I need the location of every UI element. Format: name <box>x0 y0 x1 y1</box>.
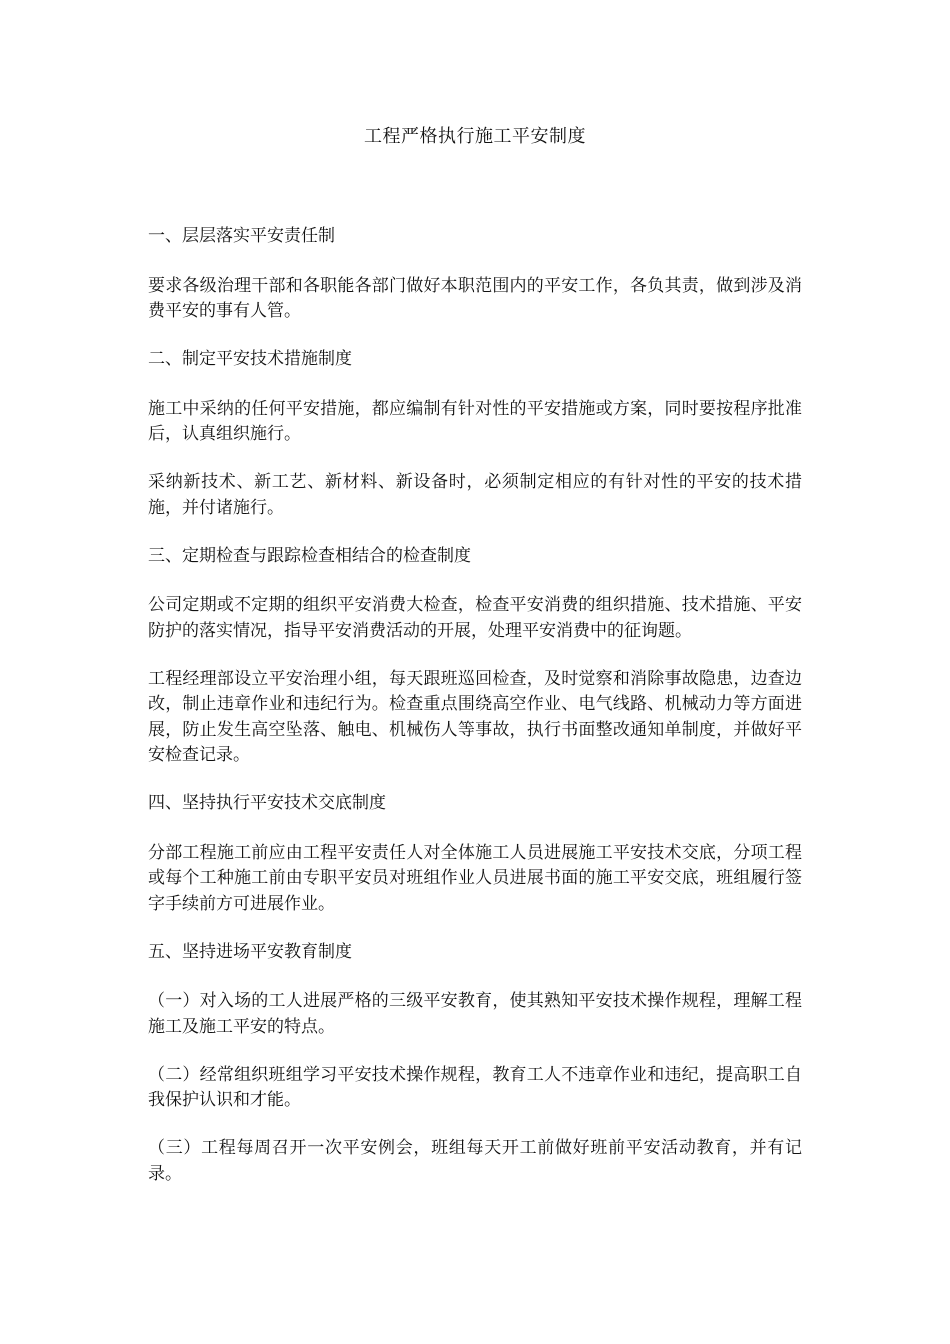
paragraph: 要求各级治理干部和各职能各部门做好本职范围内的平安工作，各负其责，做到涉及消费平安的事有人管。 <box>148 275 802 321</box>
paragraph: 工程经理部设立平安治理小组，每天跟班巡回检查，及时觉察和消除事故隐患，边查边改，制止违章作业和违纪行为。检查重点围绕高空作业、电气线路、机械动力等方面进展，防止发生高空坠落、触电、机械伤人等事故，执行书面整改通知单制度，并做好平安检查记录。 <box>148 668 802 765</box>
paragraph: （一）对入场的工人进展严格的三级平安教育，使其熟知平安技术操作规程，理解工程施工及施工平安的特点。 <box>148 991 802 1037</box>
paragraph: 施工中采纳的任何平安措施，都应编制有针对性的平安措施或方案，同时要按程序批准后，认真组织施行。 <box>148 398 802 444</box>
section-heading-2: 二、制定平安技术措施制度 <box>148 349 352 369</box>
document-body <box>148 224 802 1210</box>
paragraph: （二）经常组织班组学习平安技术操作规程，教育工人不违章作业和违纪，提高职工自我保护认识和才能。 <box>148 1064 802 1110</box>
paragraph: 采纳新技术、新工艺、新材料、新设备时，必须制定相应的有针对性的平安的技术措施，并付诸施行。 <box>148 472 802 518</box>
paragraph: 公司定期或不定期的组织平安消费大检查，检查平安消费的组织措施、技术措施、平安防护的落实情况，指导平安消费活动的开展，处理平安消费中的征询题。 <box>148 595 802 641</box>
section-heading-4: 四、坚持执行平安技术交底制度 <box>148 793 386 813</box>
section-heading-5: 五、坚持进场平安教育制度 <box>148 941 352 962</box>
section-heading-1: 一、层层落实平安责任制 <box>148 226 335 246</box>
section-heading-3: 三、定期检查与跟踪检查相结合的检查制度 <box>148 545 471 566</box>
paragraph: （三）工程每周召开一次平安例会，班组每天开工前做好班前平安活动教育，并有记录。 <box>148 1138 802 1184</box>
document-title: 工程严格执行施工平安制度 <box>364 126 586 147</box>
paragraph: 分部工程施工前应由工程平安责任人对全体施工人员进展施工平安技术交底，分项工程或每个工种施工前由专职平安员对班组作业人员进展书面的施工平安交底，班组履行签字手续前方可进展作业。 <box>148 842 802 914</box>
